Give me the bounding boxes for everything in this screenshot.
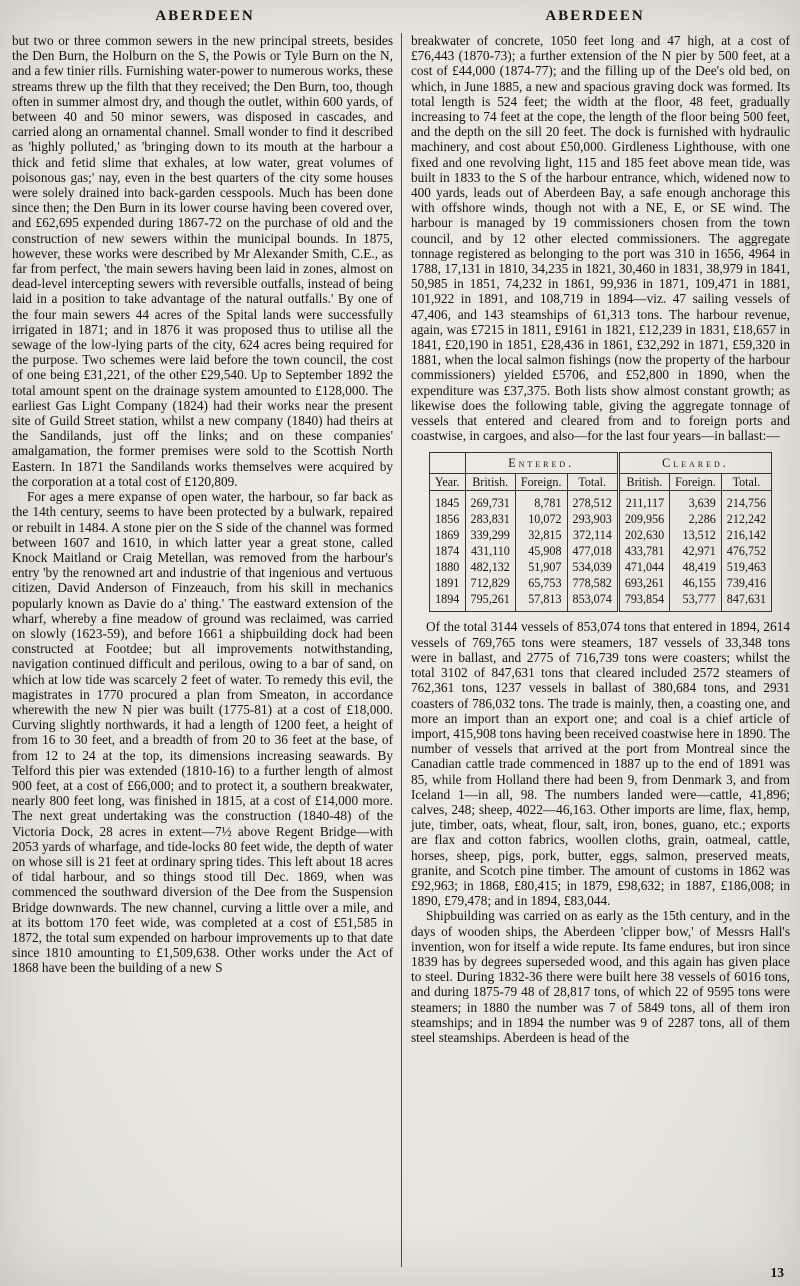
value-cell: 477,018 bbox=[567, 543, 618, 559]
value-cell: 278,512 bbox=[567, 491, 618, 512]
running-heads bbox=[0, 0, 800, 27]
right-column bbox=[401, 33, 790, 1267]
value-cell: 10,072 bbox=[515, 511, 567, 527]
value-cell: 431,110 bbox=[465, 543, 515, 559]
table-row bbox=[429, 543, 771, 559]
col-header-entered-foreign: Foreign. bbox=[515, 474, 567, 491]
value-cell: 3,639 bbox=[670, 491, 722, 512]
value-cell: 202,630 bbox=[618, 527, 669, 543]
value-cell: 269,731 bbox=[465, 491, 515, 512]
table-row bbox=[429, 575, 771, 591]
value-cell: 48,419 bbox=[670, 559, 722, 575]
paragraph-harbour-continuation: breakwater of concrete, 1050 feet long and 47 high, at a cost of £76,443 (1870-73); a further extension of the N pier by 500 feet, at a cost of £44,000 (1874-77); and the filling up of the Dee's old bed, on which, in June 1885, a new and spacious graving dock was formed. Its total length is 524 feet; the width at the floor, 48 feet, gradually increasing to 74 feet at the cope, the length of the floor being 500 feet, and the depth on the sill 20 feet. The dock is furnished with hydraulic machinery, and cost about £50,000. Girdleness Lighthouse, with one fixed and one revolving light, 115 and 185 feet above mean tide, was built in 1833 to the S of the harbour entrance, which, widened now to 400 yards, leads out of Aberdeen Bay, a safe enough anchorage this with offshore winds, though not with a NE, E, or SE wind. The harbour is managed by 19 commissioners chosen from the town council, and by 12 other elected commissioners. The aggregate tonnage registered as belonging to the port was 310 in 1656, 4964 in 1788, 17,131 in 1810, 34,235 in 1821, 30,460 in 1831, 38,979 in 1841, 50,985 in 1851, 74,232 in 1861, 99,936 in 1871, 109,471 in 1881, 101,922 in 1891, and 108,719 in 1894—viz. 47 sailing vessels of 47,406, and 143 steamships of 61,313 tons. The harbour revenue, again, was £7215 in 1811, £9161 in 1821, £12,239 in 1831, £18,657 in 1841, £20,190 in 1851, £28,436 in 1861, £32,292 in 1871, £59,320 in 1881, when the local salmon fishings (now the property of the harbour commissioners) yielded £5706, and £52,800 in 1890, when the expenditure was £37,375. Both lists show almost constant growth; as likewise does the following table, giving the aggregate tonnage of vessels that entered and cleared from and to foreign ports and coastwise, in cargoes, and also—for the last four years—in ballast:— bbox=[411, 33, 790, 444]
value-cell: 471,044 bbox=[618, 559, 669, 575]
value-cell: 8,781 bbox=[515, 491, 567, 512]
value-cell: 519,463 bbox=[721, 559, 771, 575]
paragraph-sewers: but two or three common sewers in the new principal streets, besides the Den Burn, the Holburn on the S, the Powis or Tyle Burn on the N, and a few tinier rills. Furnishing water-power to numerous works, these streams threw up the filth that they received; the Den Burn, too, though often in summer almost dry, and though the outlet, within 600 yards, of between 40 and 50 minor sewers, was disposed in cascades, and carried along an ornamental channel. Small wonder to find it described as 'highly polluted,' as 'bringing down to its mouth at the harbour a thick and fetid slime that exhales, at low water, great volumes of poisonous gas;' nay, even in the best quarters of the city some houses were solely drained into back-garden cesspools. Much has been done since then; the Den Burn in its lower course having been covered over, and £62,695 expended during 1867-72 on the purchase of old and the construction of new sewers within the municipal bounds. In 1875, however, these works were described by Mr Alexander Smith, C.E., as far from perfect, 'the main sewers having been laid in zones, almost on dead-level intercepting sewers with reversible outfalls, instead of being laid in a position to take advantage of the natural outfalls.' By one of the four main sewers 44 acres of the Spital lands were successfully irrigated in 1871; and in 1876 it was proposed thus to utilise all the sewage of the low-lying parts of the city, 624 acres being required for the purpose. Two schemes were laid before the town council, the cost of one being £31,221, of the other £29,540. Up to September 1892 the total amount spent on the drainage system amounted to £128,000. The earliest Gas Light Company (1824) had their works near the present site of Guild Street station, whilst a new company (1840) had theirs at the Sandilands, just off the links; and on these companies' amalgamation, the former premises were sold to the Scottish North Eastern. In 1871 the Sandilands works themselves were acquired by the corporation at a total cost of £120,809. bbox=[12, 33, 393, 489]
year-cell: 1869 bbox=[429, 527, 465, 543]
table-row bbox=[429, 491, 771, 512]
year-cell: 1874 bbox=[429, 543, 465, 559]
value-cell: 712,829 bbox=[465, 575, 515, 591]
cleared-group-header: Cleared. bbox=[618, 453, 771, 474]
tonnage-table bbox=[429, 452, 772, 612]
table-row bbox=[429, 527, 771, 543]
value-cell: 51,907 bbox=[515, 559, 567, 575]
value-cell: 433,781 bbox=[618, 543, 669, 559]
value-cell: 339,299 bbox=[465, 527, 515, 543]
value-cell: 2,286 bbox=[670, 511, 722, 527]
value-cell: 372,114 bbox=[567, 527, 618, 543]
running-head-right: ABERDEEN bbox=[545, 8, 645, 24]
col-header-entered-british: British. bbox=[465, 474, 515, 491]
table-row bbox=[429, 591, 771, 612]
tonnage-table-body bbox=[429, 491, 771, 612]
running-head-left: ABERDEEN bbox=[155, 8, 255, 24]
table-row bbox=[429, 559, 771, 575]
value-cell: 214,756 bbox=[721, 491, 771, 512]
col-header-year: Year. bbox=[429, 474, 465, 491]
value-cell: 57,813 bbox=[515, 591, 567, 612]
value-cell: 778,582 bbox=[567, 575, 618, 591]
paragraph-shipbuilding: Shipbuilding was carried on as early as the 15th century, and in the days of wooden ships, the Aberdeen 'clipper bow,' of Messrs Hall's invention, won for itself a wide repute. Its fame endures, but iron since 1839 has by degrees superseded wood, and this again has given place to steel. During 1832-36 there were built here 38 vessels of 6016 tons, and during 1875-79 48 of 28,817 tons, of which 22 of 9595 tons were steamers; in 1880 the number was 7 of 5849 tons, all of them iron steamships; and in 1894 the number was 9 of 2287 tons, all of them steel steamships. Aberdeen is head of the bbox=[411, 908, 790, 1045]
value-cell: 45,908 bbox=[515, 543, 567, 559]
year-cell: 1894 bbox=[429, 591, 465, 612]
value-cell: 693,261 bbox=[618, 575, 669, 591]
year-cell: 1845 bbox=[429, 491, 465, 512]
value-cell: 53,777 bbox=[670, 591, 722, 612]
paragraph-harbour-history: For ages a mere expanse of open water, the harbour, so far back as the 14th century, seems to have been protected by a bulwark, repaired or rebuilt in 1484. A stone pier on the S side of the channel was formed between 1607 and 1610, in which latter year a great stone, called Knock Maitland or Craig Metellan, was removed from the harbour's entry 'by the renowned art and industrie of that ingenious and vertuous citizen, David Anderson of Finzeauch, from his skill in mechanics popularly known as Davie do a' thing.' The eastward extension of the wharf, whereby a fine meadow of ground was reclaimed, was carried on slowly (1623-59), and before 1661 a shipbuilding dock had been constructed at Footdee; but all improvements notwithstanding, navigation continued difficult and perilous, owing to a bar of sand, on which at low tide was scarcely 2 feet of water. To remedy this evil, the magistrates in 1770 procured a plan from Smeaton, in accordance wherewith the new N pier was built (1775-81) at a cost of £18,000. Curving slightly northwards, it had a length of 1200 feet, a height of from 16 to 30 feet, and a breadth of from 20 to 36 feet at the base, of from 12 to 24 at the top, its dimensions increasing seawards. By Telford this pier was extended (1810-16) to a further length of almost 900 feet, at a cost of £66,000; and to protect it, a southern breakwater, nearly 800 feet long, was finished in 1815, at a cost of £14,000 more. The next great undertaking was the construction (1840-48) of the Victoria Dock, 28 acres in extent—7½ above Regent Bridge—with 2053 yards of wharfage, and tide-locks 80 feet wide, the depth of water on whose sill is 21 feet at ordinary spring tides. This left about 18 acres of tidal harbour, and so things stood till Dec. 1869, when was commenced the southward diversion of the Dee from the Suspension Bridge downwards. The new channel, curving a little over a mile, and at its bottom 170 feet wide, was completed at a cost of £51,585 in 1872, the total sum expended on harbour improvements up to that date since 1810 amounting to £1,509,638. Other works under the Act of 1868 have been the building of a new S bbox=[12, 489, 393, 976]
value-cell: 46,155 bbox=[670, 575, 722, 591]
value-cell: 32,815 bbox=[515, 527, 567, 543]
value-cell: 795,261 bbox=[465, 591, 515, 612]
value-cell: 482,132 bbox=[465, 559, 515, 575]
value-cell: 65,753 bbox=[515, 575, 567, 591]
col-header-cleared-british: British. bbox=[618, 474, 669, 491]
value-cell: 739,416 bbox=[721, 575, 771, 591]
table-row bbox=[429, 511, 771, 527]
tonnage-table-head bbox=[429, 453, 771, 491]
value-cell: 209,956 bbox=[618, 511, 669, 527]
year-cell: 1891 bbox=[429, 575, 465, 591]
value-cell: 793,854 bbox=[618, 591, 669, 612]
value-cell: 42,971 bbox=[670, 543, 722, 559]
page-number: 13 bbox=[770, 1265, 784, 1280]
table-corner-cell bbox=[429, 453, 465, 474]
table-column-header-row bbox=[429, 474, 771, 491]
col-header-cleared-foreign: Foreign. bbox=[670, 474, 722, 491]
table-group-header-row bbox=[429, 453, 771, 474]
value-cell: 476,752 bbox=[721, 543, 771, 559]
value-cell: 853,074 bbox=[567, 591, 618, 612]
value-cell: 293,903 bbox=[567, 511, 618, 527]
value-cell: 13,512 bbox=[670, 527, 722, 543]
col-header-cleared-total: Total. bbox=[721, 474, 771, 491]
text-columns bbox=[0, 27, 800, 1267]
value-cell: 847,631 bbox=[721, 591, 771, 612]
value-cell: 534,039 bbox=[567, 559, 618, 575]
year-cell: 1856 bbox=[429, 511, 465, 527]
value-cell: 216,142 bbox=[721, 527, 771, 543]
value-cell: 212,242 bbox=[721, 511, 771, 527]
value-cell: 211,117 bbox=[618, 491, 669, 512]
value-cell: 283,831 bbox=[465, 511, 515, 527]
paragraph-trade-statistics: Of the total 3144 vessels of 853,074 tons that entered in 1894, 2614 vessels of 769,765 tons were steamers, 187 vessels of 33,348 tons were in ballast, and 2775 of 716,739 tons were coasters; whilst the total 3102 of 847,631 tons that cleared included 2572 steamers of 762,361 tons, 1237 vessels in ballast of 380,684 tons, and 2931 coasters of 786,032 tons. The trade is mainly, then, a coasting one, and more an import than an export one; and coal is a chief article of import, 415,908 tons having been received coastwise here in 1890. The number of vessels that arrived at the port from Montreal since the Canadian cattle trade commenced in 1887 up to the end of 1891 was 85, while from Holland there had been 9, from Denmark 3, and from Iceland 1—in all, 98. The numbers landed were—cattle, 41,896; calves, 248; sheep, 4022—46,163. Other imports are lime, flax, hemp, jute, timber, oats, wheat, flour, salt, iron, bones, guano, etc.; exports are flax and cotton fabrics, woollen cloths, grain, oatmeal, cattle, horses, sheep, pigs, pork, butter, eggs, salmon, preserved meats, granite, and Scotch pine timber. The amount of customs in 1862 was £92,963; in 1868, £80,415; in 1879, £98,632; in 1887, £186,008; in 1890, £79,478; and in 1894, £83,044. bbox=[411, 619, 790, 909]
year-cell: 1880 bbox=[429, 559, 465, 575]
left-column bbox=[12, 33, 401, 1267]
col-header-entered-total: Total. bbox=[567, 474, 618, 491]
entered-group-header: Entered. bbox=[465, 453, 618, 474]
